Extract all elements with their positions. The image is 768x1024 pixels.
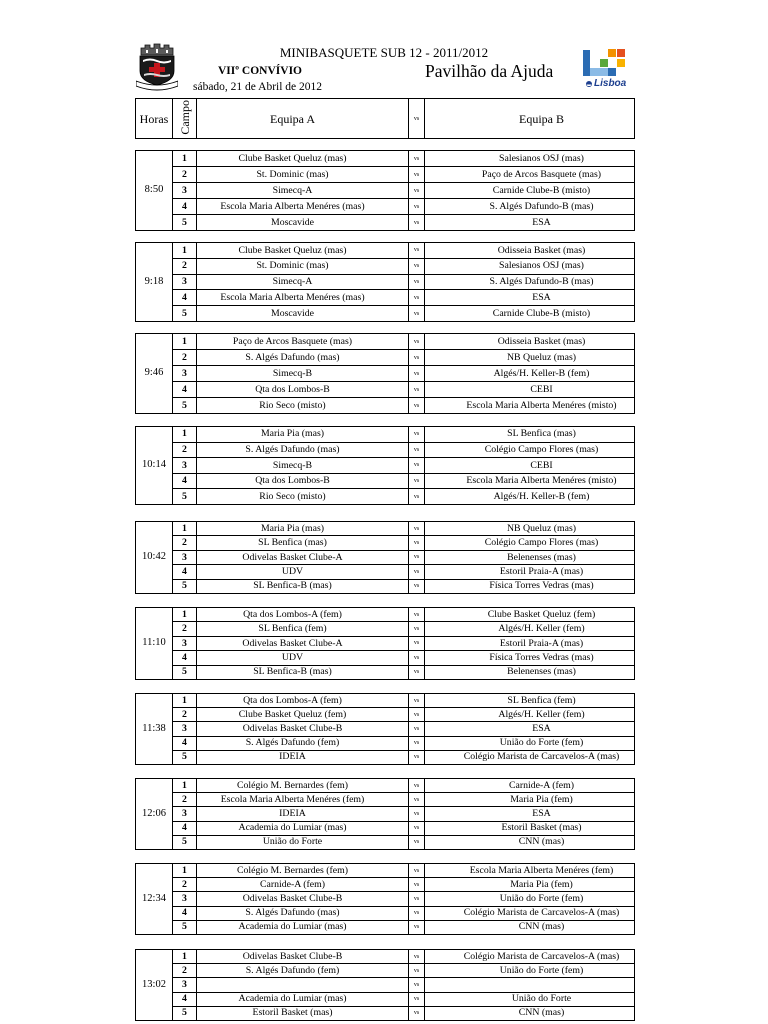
versus-label: vs	[409, 290, 425, 306]
game-row	[136, 183, 635, 199]
team-a-name: Rio Seco (misto)	[197, 489, 409, 505]
team-a-name: UDV	[197, 565, 409, 579]
team-a-name: Simecq-A	[197, 183, 409, 199]
game-row	[136, 199, 635, 215]
court-number: 2	[173, 793, 197, 807]
game-row	[136, 708, 635, 722]
versus-label: vs	[409, 793, 425, 807]
court-number: 2	[173, 708, 197, 722]
team-b-name: Maria Pia (fem)	[425, 793, 635, 807]
versus-label: vs	[409, 608, 425, 622]
time-slot-block	[135, 778, 634, 850]
versus-label: vs	[409, 458, 425, 474]
header-vs: vs	[409, 99, 425, 139]
game-row	[136, 622, 635, 636]
court-number: 3	[173, 274, 197, 290]
game-row	[136, 864, 635, 878]
team-b-name: Belenenses (mas)	[425, 665, 635, 679]
team-a-name: Odivelas Basket Clube-B	[197, 722, 409, 736]
versus-label: vs	[409, 199, 425, 215]
header-team-b: Equipa B	[425, 99, 635, 139]
game-row	[136, 835, 635, 849]
team-b-name: CNN (mas)	[425, 835, 635, 849]
game-row	[136, 258, 635, 274]
team-a-name: Odivelas Basket Clube-A	[197, 550, 409, 564]
court-number: 4	[173, 565, 197, 579]
team-b-name: NB Queluz (mas)	[425, 522, 635, 536]
court-number: 3	[173, 183, 197, 199]
team-a-name: Carnide-A (fem)	[197, 878, 409, 892]
time-slot-block	[135, 150, 634, 231]
game-row	[136, 243, 635, 259]
game-row	[136, 992, 635, 1006]
court-number: 2	[173, 622, 197, 636]
game-row	[136, 350, 635, 366]
team-a-name: Moscavide	[197, 306, 409, 322]
team-b-name: Salesianos OSJ (mas)	[425, 258, 635, 274]
game-row	[136, 821, 635, 835]
team-a-name: SL Benfica-B (mas)	[197, 579, 409, 593]
team-a-name: Academia do Lumiar (mas)	[197, 821, 409, 835]
versus-label: vs	[409, 536, 425, 550]
team-b-name: Estoril Praia-A (mas)	[425, 565, 635, 579]
court-number: 4	[173, 199, 197, 215]
court-number: 5	[173, 750, 197, 764]
versus-label: vs	[409, 978, 425, 992]
team-b-name: ESA	[425, 807, 635, 821]
court-number: 2	[173, 878, 197, 892]
team-b-name: ESA	[425, 722, 635, 736]
time-slot-block	[135, 693, 634, 765]
versus-label: vs	[409, 565, 425, 579]
team-b-name: SL Benfica (mas)	[425, 427, 635, 443]
court-number: 5	[173, 665, 197, 679]
game-row	[136, 750, 635, 764]
versus-label: vs	[409, 622, 425, 636]
team-b-name: Colégio Campo Flores (mas)	[425, 442, 635, 458]
team-a-name: Colégio M. Bernardes (fem)	[197, 779, 409, 793]
team-a-name: UDV	[197, 651, 409, 665]
team-a-name	[197, 978, 409, 992]
team-b-name: Maria Pia (fem)	[425, 878, 635, 892]
team-b-name: Salesianos OSJ (mas)	[425, 151, 635, 167]
versus-label: vs	[409, 722, 425, 736]
versus-label: vs	[409, 427, 425, 443]
versus-label: vs	[409, 550, 425, 564]
court-number: 1	[173, 522, 197, 536]
game-row	[136, 167, 635, 183]
time-slot-label: 9:46	[136, 334, 173, 414]
game-row	[136, 306, 635, 322]
team-a-name: Escola Maria Alberta Menéres (mas)	[197, 290, 409, 306]
game-row	[136, 807, 635, 821]
team-b-name: Física Torres Vedras (mas)	[425, 579, 635, 593]
team-b-name: Algés/H. Keller (fem)	[425, 708, 635, 722]
versus-label: vs	[409, 151, 425, 167]
court-number: 5	[173, 835, 197, 849]
time-slot-label: 8:50	[136, 151, 173, 231]
game-row	[136, 522, 635, 536]
time-slot-block	[135, 607, 634, 680]
game-row	[136, 398, 635, 414]
versus-label: vs	[409, 950, 425, 964]
team-b-name: Odisseia Basket (mas)	[425, 334, 635, 350]
time-slot-label: 9:18	[136, 243, 173, 322]
header-team-a: Equipa A	[197, 99, 409, 139]
court-number: 4	[173, 906, 197, 920]
time-slot-label: 13:02	[136, 950, 173, 1021]
team-a-name: SL Benfica-B (mas)	[197, 665, 409, 679]
team-b-name: Colégio Marista de Carcavelos-A (mas)	[425, 906, 635, 920]
court-number: 1	[173, 608, 197, 622]
court-number: 4	[173, 382, 197, 398]
header-court-label: Campo	[177, 100, 192, 135]
time-slot-label: 10:14	[136, 427, 173, 505]
time-slot-block	[135, 949, 634, 1021]
team-a-name: Simecq-A	[197, 274, 409, 290]
versus-label: vs	[409, 215, 425, 231]
court-number: 3	[173, 366, 197, 382]
court-number: 3	[173, 722, 197, 736]
lisboa-logo-text: Lisboa	[594, 78, 627, 89]
time-slot-block	[135, 521, 634, 594]
court-number: 2	[173, 442, 197, 458]
team-b-name: Colégio Marista de Carcavelos-A (mas)	[425, 950, 635, 964]
team-a-name: Simecq-B	[197, 458, 409, 474]
versus-label: vs	[409, 366, 425, 382]
game-row	[136, 964, 635, 978]
team-b-name: União do Forte (fem)	[425, 964, 635, 978]
game-row	[136, 473, 635, 489]
court-number: 2	[173, 536, 197, 550]
time-slot-block	[135, 333, 634, 414]
team-a-name: Colégio M. Bernardes (fem)	[197, 864, 409, 878]
game-row	[136, 366, 635, 382]
team-a-name: Qta dos Lombos-B	[197, 473, 409, 489]
team-a-name: Academia do Lumiar (mas)	[197, 920, 409, 934]
game-row	[136, 151, 635, 167]
court-number: 1	[173, 779, 197, 793]
team-a-name: SL Benfica (fem)	[197, 622, 409, 636]
court-number: 1	[173, 334, 197, 350]
team-a-name: Clube Basket Queluz (mas)	[197, 151, 409, 167]
team-a-name: Odivelas Basket Clube-B	[197, 892, 409, 906]
game-row	[136, 215, 635, 231]
court-number: 3	[173, 807, 197, 821]
team-b-name: S. Algés Dafundo-B (mas)	[425, 274, 635, 290]
court-number: 1	[173, 151, 197, 167]
court-number: 4	[173, 992, 197, 1006]
event-date: sábado, 21 de Abril de 2012	[193, 81, 323, 93]
team-b-name: CEBI	[425, 382, 635, 398]
team-b-name: Colégio Marista de Carcavelos-A (mas)	[425, 750, 635, 764]
court-number: 5	[173, 489, 197, 505]
game-row	[136, 274, 635, 290]
team-a-name: Maria Pia (mas)	[197, 427, 409, 443]
team-a-name: Academia do Lumiar (mas)	[197, 992, 409, 1006]
team-a-name: IDEIA	[197, 750, 409, 764]
court-number: 1	[173, 950, 197, 964]
versus-label: vs	[409, 183, 425, 199]
court-number: 3	[173, 978, 197, 992]
versus-label: vs	[409, 878, 425, 892]
game-row	[136, 920, 635, 934]
team-b-name: Paço de Arcos Basquete (mas)	[425, 167, 635, 183]
game-row	[136, 779, 635, 793]
game-row	[136, 1006, 635, 1020]
team-a-name: S. Algés Dafundo (fem)	[197, 736, 409, 750]
team-b-name: Colégio Campo Flores (mas)	[425, 536, 635, 550]
court-number: 5	[173, 579, 197, 593]
team-b-name: Estoril Praia-A (mas)	[425, 636, 635, 650]
versus-label: vs	[409, 334, 425, 350]
header-hours: Horas	[136, 99, 173, 139]
court-number: 3	[173, 458, 197, 474]
versus-label: vs	[409, 382, 425, 398]
team-a-name: Qta dos Lombos-A (fem)	[197, 608, 409, 622]
team-b-name: Carnide Clube-B (misto)	[425, 183, 635, 199]
versus-label: vs	[409, 665, 425, 679]
team-b-name: CNN (mas)	[425, 920, 635, 934]
team-a-name: Escola Maria Alberta Menéres (fem)	[197, 793, 409, 807]
team-a-name: Qta dos Lombos-A (fem)	[197, 694, 409, 708]
team-a-name: União do Forte	[197, 835, 409, 849]
team-b-name: União do Forte	[425, 992, 635, 1006]
court-number: 1	[173, 427, 197, 443]
team-b-name: Escola Maria Alberta Menéres (misto)	[425, 398, 635, 414]
time-slot-label: 11:38	[136, 694, 173, 765]
team-a-name: Estoril Basket (mas)	[197, 1006, 409, 1020]
versus-label: vs	[409, 442, 425, 458]
team-a-name: Moscavide	[197, 215, 409, 231]
court-number: 1	[173, 864, 197, 878]
game-row	[136, 694, 635, 708]
time-slot-label: 10:42	[136, 522, 173, 594]
game-row	[136, 442, 635, 458]
team-b-name: Belenenses (mas)	[425, 550, 635, 564]
versus-label: vs	[409, 651, 425, 665]
team-b-name: ESA	[425, 290, 635, 306]
court-number: 4	[173, 290, 197, 306]
court-number: 5	[173, 215, 197, 231]
team-a-name: Escola Maria Alberta Menéres (mas)	[197, 199, 409, 215]
time-slot-block	[135, 863, 634, 935]
game-row	[136, 892, 635, 906]
versus-label: vs	[409, 835, 425, 849]
game-row	[136, 536, 635, 550]
event-name: VIIº CONVÍVIO	[218, 65, 302, 77]
time-slot-label: 12:06	[136, 779, 173, 850]
game-row	[136, 978, 635, 992]
court-number: 5	[173, 398, 197, 414]
versus-label: vs	[409, 167, 425, 183]
versus-label: vs	[409, 243, 425, 259]
time-slot-label: 11:10	[136, 608, 173, 680]
versus-label: vs	[409, 579, 425, 593]
versus-label: vs	[409, 708, 425, 722]
versus-label: vs	[409, 306, 425, 322]
game-row	[136, 636, 635, 650]
team-b-name: Escola Maria Alberta Menéres (misto)	[425, 473, 635, 489]
versus-label: vs	[409, 821, 425, 835]
versus-label: vs	[409, 274, 425, 290]
game-row	[136, 906, 635, 920]
versus-label: vs	[409, 736, 425, 750]
team-a-name: Rio Seco (misto)	[197, 398, 409, 414]
game-row	[136, 878, 635, 892]
time-slot-block	[135, 426, 634, 505]
game-row	[136, 550, 635, 564]
game-row	[136, 793, 635, 807]
versus-label: vs	[409, 779, 425, 793]
team-b-name: União do Forte (fem)	[425, 892, 635, 906]
game-row	[136, 950, 635, 964]
team-b-name: Física Torres Vedras (mas)	[425, 651, 635, 665]
team-b-name: Odisseia Basket (mas)	[425, 243, 635, 259]
team-b-name: S. Algés Dafundo-B (mas)	[425, 199, 635, 215]
court-number: 2	[173, 350, 197, 366]
game-row	[136, 722, 635, 736]
versus-label: vs	[409, 864, 425, 878]
team-b-name: ESA	[425, 215, 635, 231]
versus-label: vs	[409, 920, 425, 934]
team-b-name: CNN (mas)	[425, 1006, 635, 1020]
court-number: 5	[173, 1006, 197, 1020]
versus-label: vs	[409, 906, 425, 920]
document-title: MINIBASQUETE SUB 12 - 2011/2012	[279, 45, 489, 60]
team-b-name: SL Benfica (fem)	[425, 694, 635, 708]
team-b-name: Algés/H. Keller (fem)	[425, 622, 635, 636]
court-number: 3	[173, 892, 197, 906]
court-number: 1	[173, 243, 197, 259]
team-a-name: Maria Pia (mas)	[197, 522, 409, 536]
versus-label: vs	[409, 258, 425, 274]
team-b-name	[425, 978, 635, 992]
versus-label: vs	[409, 892, 425, 906]
game-row	[136, 427, 635, 443]
versus-label: vs	[409, 1006, 425, 1020]
team-a-name: S. Algés Dafundo (mas)	[197, 350, 409, 366]
game-row	[136, 651, 635, 665]
versus-label: vs	[409, 473, 425, 489]
court-number: 1	[173, 694, 197, 708]
team-b-name: Estoril Basket (mas)	[425, 821, 635, 835]
court-number: 4	[173, 736, 197, 750]
game-row	[136, 608, 635, 622]
team-b-name: Escola Maria Alberta Menéres (fem)	[425, 864, 635, 878]
versus-label: vs	[409, 694, 425, 708]
team-b-name: Carnide-A (fem)	[425, 779, 635, 793]
court-number: 4	[173, 821, 197, 835]
court-number: 3	[173, 550, 197, 564]
game-row	[136, 579, 635, 593]
court-number: 2	[173, 964, 197, 978]
game-row	[136, 382, 635, 398]
team-a-name: S. Algés Dafundo (mas)	[197, 906, 409, 920]
court-number: 2	[173, 167, 197, 183]
team-a-name: Clube Basket Queluz (fem)	[197, 708, 409, 722]
versus-label: vs	[409, 992, 425, 1006]
versus-label: vs	[409, 489, 425, 505]
game-row	[136, 489, 635, 505]
court-number: 3	[173, 636, 197, 650]
team-a-name: Clube Basket Queluz (mas)	[197, 243, 409, 259]
versus-label: vs	[409, 807, 425, 821]
team-a-name: Simecq-B	[197, 366, 409, 382]
team-b-name: Clube Basket Queluz (fem)	[425, 608, 635, 622]
game-row	[136, 290, 635, 306]
team-a-name: IDEIA	[197, 807, 409, 821]
team-b-name: NB Queluz (mas)	[425, 350, 635, 366]
time-slot-label: 12:34	[136, 864, 173, 935]
team-a-name: S. Algés Dafundo (mas)	[197, 442, 409, 458]
time-slot-block	[135, 242, 634, 322]
team-a-name: Odivelas Basket Clube-A	[197, 636, 409, 650]
team-b-name: União do Forte (fem)	[425, 736, 635, 750]
game-row	[136, 565, 635, 579]
game-row	[136, 736, 635, 750]
team-b-name: Carnide Clube-B (misto)	[425, 306, 635, 322]
court-number: 4	[173, 651, 197, 665]
venue-name: Pavilhão da Ajuda	[425, 61, 554, 81]
team-b-name: Algés/H. Keller-B (fem)	[425, 489, 635, 505]
court-number: 4	[173, 473, 197, 489]
versus-label: vs	[409, 398, 425, 414]
versus-label: vs	[409, 750, 425, 764]
versus-label: vs	[409, 636, 425, 650]
court-number: 5	[173, 306, 197, 322]
court-number: 2	[173, 258, 197, 274]
team-a-name: Odivelas Basket Clube-B	[197, 950, 409, 964]
team-a-name: St. Dominic (mas)	[197, 167, 409, 183]
team-a-name: Paço de Arcos Basquete (mas)	[197, 334, 409, 350]
versus-label: vs	[409, 522, 425, 536]
game-row	[136, 458, 635, 474]
team-a-name: S. Algés Dafundo (fem)	[197, 964, 409, 978]
game-row	[136, 334, 635, 350]
versus-label: vs	[409, 350, 425, 366]
game-row	[136, 665, 635, 679]
team-b-name: Algés/H. Keller-B (fem)	[425, 366, 635, 382]
team-a-name: St. Dominic (mas)	[197, 258, 409, 274]
court-number: 5	[173, 920, 197, 934]
versus-label: vs	[409, 964, 425, 978]
team-a-name: SL Benfica (mas)	[197, 536, 409, 550]
team-a-name: Qta dos Lombos-B	[197, 382, 409, 398]
team-b-name: CEBI	[425, 458, 635, 474]
